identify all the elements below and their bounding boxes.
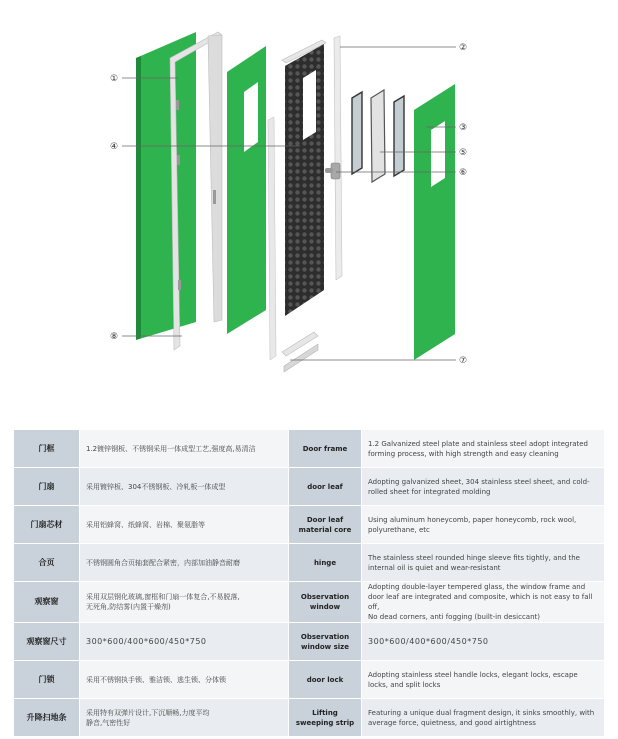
cn-text-cell: 采用不锈钢执手锁、雅洁锁、逃生锁、分体锁 bbox=[80, 661, 289, 699]
cn-label-cell: 门扇 bbox=[14, 468, 80, 506]
callout-6: ⑥ bbox=[459, 168, 468, 178]
en-label-cell: door lock bbox=[289, 661, 362, 699]
table-row bbox=[14, 623, 605, 661]
callout-3: ③ bbox=[459, 123, 468, 133]
cn-label-cell: 门框 bbox=[14, 430, 80, 468]
en-text-cell: Adopting galvanized sheet, 304 stainless steel sheet, and cold-rolled sheet for integrated molding bbox=[362, 468, 605, 506]
callout-8: ⑧ bbox=[110, 332, 119, 342]
en-text-cell: The stainless steel rounded hinge sleeve fits tightly, and the internal oil is quiet and wear-resistant bbox=[362, 544, 605, 582]
cn-text-cell: 采用特有双弹片设计,下沉顺畅,力度平均 静音,气密性好 bbox=[80, 699, 289, 737]
table-row bbox=[14, 699, 605, 737]
en-label-cell: Observation window bbox=[289, 582, 362, 623]
window-frame bbox=[371, 90, 385, 182]
cn-label-cell: 门扇芯材 bbox=[14, 506, 80, 544]
frame-lock-mark bbox=[213, 190, 216, 204]
frame-hinge-mark bbox=[177, 155, 180, 165]
en-text-cell: Featuring a unique dual fragment design, it sinks smoothly, with average force, quietness, and good airtightness bbox=[362, 699, 605, 737]
door-frame-part bbox=[136, 32, 222, 350]
en-text-cell: Adopting double-layer tempered glass, the window frame and door leaf are integrated and composite, which is not easy to fall off, No dead corners, anti fogging (built-in desiccant) bbox=[362, 582, 605, 623]
door-leaf-rear-panel bbox=[414, 84, 455, 360]
en-text-cell: 1.2 Galvanized steel plate and stainless steel adopt integrated forming process, with high strength and easy cleaning bbox=[362, 430, 605, 468]
table-row bbox=[14, 430, 605, 468]
cn-label-cell: 合页 bbox=[14, 544, 80, 582]
callout-1: ① bbox=[110, 74, 119, 84]
table-row bbox=[14, 544, 605, 582]
callout-2: ② bbox=[459, 43, 468, 53]
table-row bbox=[14, 582, 605, 623]
cn-text-cell: 采用镀锌板、304不锈钢板、冷轧板一体成型 bbox=[80, 468, 289, 506]
observation-window-part bbox=[352, 90, 404, 182]
en-label-cell: hinge bbox=[289, 544, 362, 582]
door-leaf-rear-part bbox=[414, 84, 455, 360]
window-glass-outer bbox=[352, 92, 362, 174]
door-leaf-front-panel bbox=[227, 46, 266, 334]
cn-text-cell: 300*600/400*600/450*750 bbox=[80, 623, 289, 661]
callout-4: ④ bbox=[110, 142, 119, 152]
en-label-cell: Door frame bbox=[289, 430, 362, 468]
table-row bbox=[14, 661, 605, 699]
cn-text-cell: 采用铝蜂窝、纸蜂窝、岩棉、聚氨脂等 bbox=[80, 506, 289, 544]
cn-label-cell: 升降扫地条 bbox=[14, 699, 80, 737]
frame-hinge-mark bbox=[178, 280, 181, 290]
frame-back-edge bbox=[136, 56, 141, 340]
en-label-cell: Door leaf material core bbox=[289, 506, 362, 544]
table-row bbox=[14, 506, 605, 544]
rear-window-cutout bbox=[431, 121, 445, 187]
cn-label-cell: 观察窗 bbox=[14, 582, 80, 623]
frame-hinge-mark bbox=[176, 100, 179, 110]
core-window-cutout bbox=[303, 70, 316, 140]
door-leaf-core-part bbox=[268, 40, 326, 372]
en-label-cell: Lifting sweeping strip bbox=[289, 699, 362, 737]
frame-jamb bbox=[208, 35, 222, 322]
en-text-cell: Using aluminum honeycomb, paper honeycomb, rock wool, polyurethane, etc bbox=[362, 506, 605, 544]
cn-label-cell: 观察窗尺寸 bbox=[14, 623, 80, 661]
leaf-side-rail bbox=[268, 117, 276, 360]
hinge-handle bbox=[325, 168, 333, 173]
window-glass-inner bbox=[394, 96, 404, 176]
door-leaf-front-part bbox=[227, 46, 266, 334]
en-label-cell: door leaf bbox=[289, 468, 362, 506]
table-row bbox=[14, 468, 605, 506]
cn-text-cell: 不锈钢圆角合页轴套配合紧密，内部加油静音耐磨 bbox=[80, 544, 289, 582]
en-text-cell: Adopting stainless steel handle locks, elegant locks, escape locks, and split locks bbox=[362, 661, 605, 699]
leaf-edge-hinge-part bbox=[325, 36, 342, 280]
cn-text-cell: 采用双层钢化玻璃,窗框和门扇一体复合,不易脱落, 无死角,防结雾(内置干燥剂) bbox=[80, 582, 289, 623]
door-leaf-window-cutout bbox=[244, 82, 258, 152]
callout-5: ⑤ bbox=[459, 148, 468, 158]
en-label-cell: Observation window size bbox=[289, 623, 362, 661]
cn-text-cell: 1.2镀锌钢板、不锈钢采用一体成型工艺,强度高,易清洁 bbox=[80, 430, 289, 468]
callout-7: ⑦ bbox=[459, 356, 468, 366]
cn-label-cell: 门锁 bbox=[14, 661, 80, 699]
spec-table bbox=[13, 429, 605, 737]
en-text-cell: 300*600/400*600/450*750 bbox=[362, 623, 605, 661]
leaf-edge-profile bbox=[334, 36, 342, 280]
